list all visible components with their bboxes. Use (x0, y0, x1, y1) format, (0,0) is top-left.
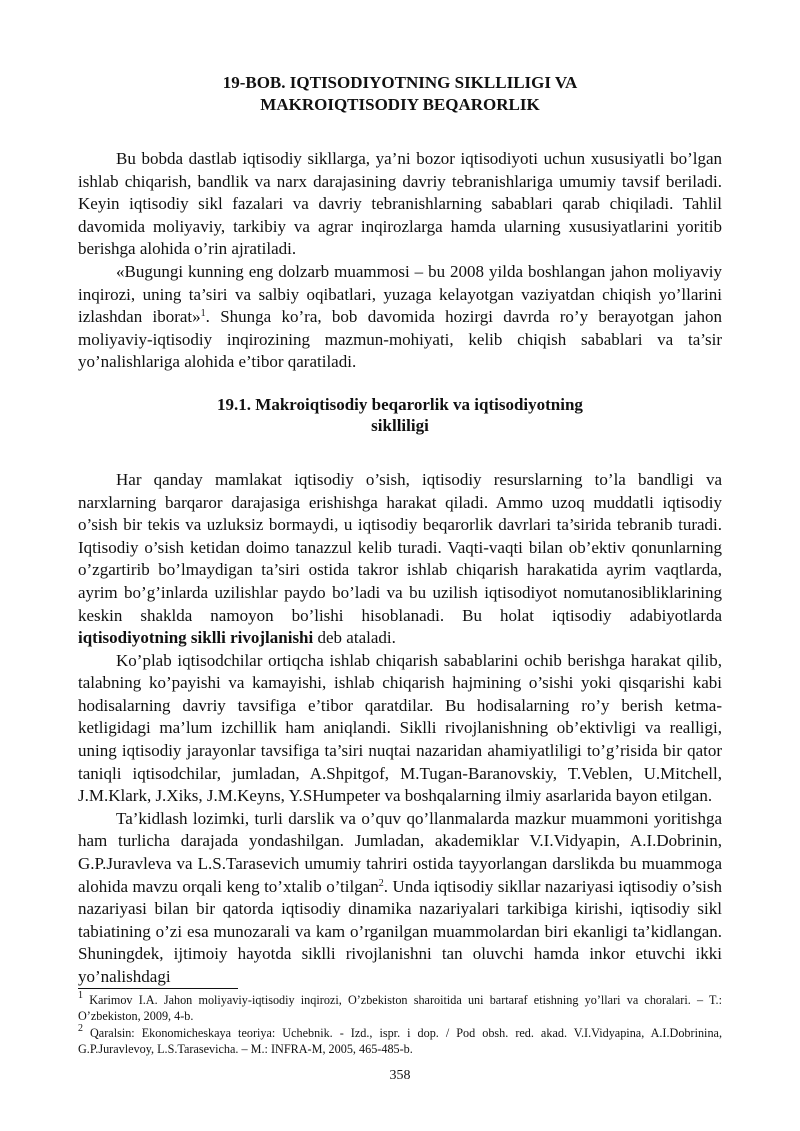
chapter-title-line-1: 19-BOB. IQTISODIYOTNING SIKLLILIGI VA (222, 73, 578, 92)
footnote-2-text: Qaralsin: Ekonomicheskaya teoriya: Uchebnik. - Izd., ispr. i dop. / Pod obsh. red. akad. V.I.Vidyapina, A.I.Dobrinina, G.P.Juravlevoy, L.S.Tarasevicha. – M.: INFRA-M, 2005, 465-485-b. (78, 1025, 722, 1057)
chapter-title (78, 72, 722, 116)
key-term: iqtisodiyotning siklli rivojlanishi (78, 628, 314, 648)
intro-paragraph-2-text-a: «Bugungi kunning eng dolzarb muammosi – bu 2008 yilda boshlangan jahon moliyaviy inqirozi, uning ta’siri va salbiy oqibatlari, yuzaga kelayotgan vaziyatdan chiqish yo’llarini izlashdan iborat» (78, 261, 722, 327)
intro-paragraph-2-text-b: . Shunga ko’ra, bob davomida hozirgi davrda ro’y berayotgan jahon moliyaviy-iqtisodiy inqirozining mazmun-mohiyati, kelib chiqish sabablari va ta’sir yo’nalishlariga alohida e’tibor qaratiladi. (78, 307, 722, 372)
page-content (78, 72, 722, 989)
footnote-1-mark: 1 (78, 990, 83, 1001)
footnote-ref-1: 1 (200, 308, 206, 320)
body-paragraph-2: Ko’plab iqtisodchilar ortiqcha ishlab chiqarish sabablarini ochib berishga harakat qilib, talabning ko’payishi va kamayishi, ishlab chiqarish hajmining o’sishi yoki qisqarishi kabi hodisalarning davriy tavsifiga e’tibor qaratdilar. Bu hodisalarning ro’y berish ketma-ketligidagi ma’lum izchillik ham aniqlandi. Siklli rivojlanishning ob’ektivligi va realligi, uning iqtisodiy jarayonlar tavsifiga ta’siri nuqtai nazaridan ahamiyatliligi to’g’risida bir qator taniqli iqtisodchilar, jumladan, A.Shpitgof, M.Tugan-Baranovskiy, T.Veblen, U.Mitchell, J.M.Klark, J.Xiks, J.M.Keyns, Y.SHumpeter va boshqalarning ilmiy asarlarida bayon etilgan. (78, 650, 722, 806)
intro-paragraph-1: Bu bobda dastlab iqtisodiy sikllarga, ya’ni bozor iqtisodiyoti uchun xususiyatli bo’lgan ishlab chiqarish, bandlik va narx darajasining davriy tebranishlariga umumiy tavsif beriladi. Keyin iqtisodiy sikl fazalari va davriy tebranishlarning sabablari qarab chiqiladi. Tahlil davomida moliyaviy, tarkibiy va agrar inqirozlarga hamda ularning xususiyatlarini yoritib berishga alohida o’rin ajratiladi. (78, 149, 722, 259)
page-number: 358 (389, 1068, 411, 1083)
footnote-separator (78, 988, 238, 989)
chapter-title-line-2: MAKROIQTISODIY BEQARORLIK (260, 95, 540, 114)
body-paragraph-3-text-b: . Unda iqtisodiy sikllar nazariyasi iqtisodiy o’sish nazariyasi bilan bir qatorda iqtisodiy dinamika nazariyalari tarkibiga kirishi, iqtisodiy sikl tabiatining o’zi esa munozarali va kam o’rganilgan muammolardan biri ekanligi ta’kidlangan. Shuningdek, ijtimoiy hayotda siklli rivojlanishni tan oluvchi hamda inkor etuvchi ikki yo’nalishdagi (78, 876, 723, 986)
section-title (78, 394, 722, 436)
footnotes (78, 992, 722, 1058)
body-paragraph-3-text-a: Ta’kidlash lozimki, turli darslik va o’quv qo’llanmalarda mazkur muammoni yoritishga ham turlicha darajada yondashilgan. Jumladan, akademiklar V.I.Vidyapin, A.I.Dobrinin, G.P.Juravleva va L.S.Tarasevich umumiy tahriri ostida tayyorlangan darslikda bu muammoga alohida mavzu orqali keng to’xtalib o’tilgan (78, 808, 722, 896)
body-paragraph-1 (78, 469, 722, 650)
footnote-1-text: Karimov I.A. Jahon moliyaviy-iqtisodiy inqirozi, O’zbekiston sharoitida uni bartaraf etishning yo’llari va choralari. – T.: O’zbekiston, 2009, 4-b. (78, 993, 722, 1024)
body-paragraph-3 (78, 808, 722, 989)
footnote-2-mark: 2 (78, 1022, 83, 1034)
section-title-line-1: 19.1. Makroiqtisodiy beqarorlik va iqtisodiyotning (217, 394, 583, 414)
footnote-ref-2: 2 (378, 877, 384, 889)
section-title-line-2: siklliligi (371, 415, 429, 435)
intro-paragraph-2 (78, 261, 722, 374)
footnote-1 (78, 992, 722, 1025)
body-paragraph-1-text-b: deb ataladi. (313, 628, 396, 648)
body-paragraph-1-text-a: Har qanday mamlakat iqtisodiy o’sish, iqtisodiy resurslarning to’la bandligi va narxlarning barqaror darajasiga erishishga harakat qiladi. Ammo uzoq muddatli iqtisodiy o’sish bir tekis va uzluksiz bormaydi, u iqtisodiy beqarorlik davrlari ta’sirida tebranib turadi. Iqtisodiy o’sish ketidan doimo tanazzul kelib turadi. Vaqti-vaqti bilan ob’ektiv qonunlarning o’zgartirib bo’lmaydigan ta’siri ostida takror ishlab chiqarish harakatida ayrim vaqtlarda, ayrim bo’g’inlarda uzilishlar paydo bo’ladi va bu uzilish iqtisodiyot nomutanosibliklarining keskin shaklda namoyon bo’lishi hisoblanadi. Bu holat iqtisodiy adabiyotlarda (78, 469, 722, 625)
footnote-2 (78, 1022, 722, 1058)
